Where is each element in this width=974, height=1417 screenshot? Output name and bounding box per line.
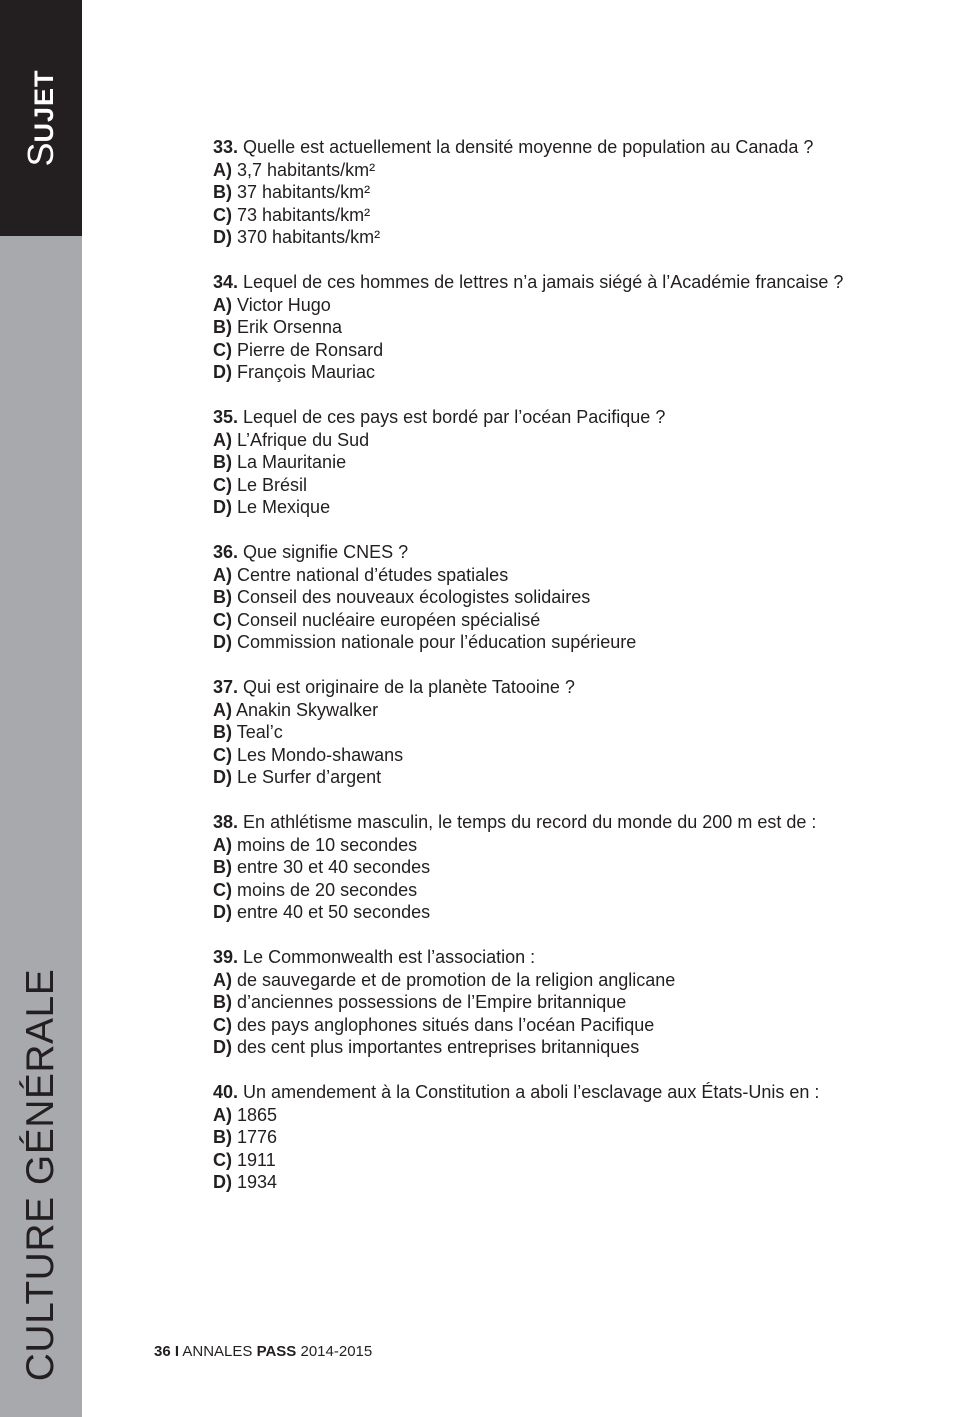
answer-letter: C): [213, 339, 232, 360]
answer-letter: C): [213, 609, 232, 630]
answer-letter: C): [213, 879, 232, 900]
answer-text: Les Mondo-shawans: [237, 744, 404, 765]
answer-text: des pays anglophones situés dans l’océan Pacifique: [237, 1014, 655, 1035]
answer-letter: D): [213, 902, 232, 922]
subject-label: CULTURE GÉNÉRALE: [19, 968, 62, 1382]
answer-letter: A): [213, 699, 232, 720]
answer-option: [213, 586, 933, 609]
answer-letter: D): [213, 362, 232, 382]
answer-option: [213, 429, 933, 452]
answer-text: 37 habitants/km²: [237, 182, 371, 202]
question-text: Qui est originaire de la planète Tatooine ?: [243, 677, 575, 697]
answer-text: 3,7 habitants/km²: [237, 159, 376, 180]
question-text: Un amendement à la Constitution a aboli l’esclavage aux États-Unis en :: [243, 1082, 820, 1102]
answer-text: Le Surfer d’argent: [237, 767, 382, 787]
answer-text: Pierre de Ronsard: [237, 339, 384, 360]
answer-option: [213, 699, 933, 722]
section-rest: UJET: [29, 69, 59, 143]
answer-text: Conseil nucléaire européen spécialisé: [237, 609, 541, 630]
question-line: [213, 676, 933, 699]
answer-letter: A): [213, 564, 232, 585]
answer-option: [213, 204, 933, 227]
answer-letter: D): [213, 632, 232, 652]
answer-text: Teal’c: [236, 722, 283, 742]
answer-text: 1934: [237, 1172, 278, 1192]
answer-letter: B): [213, 182, 232, 202]
answer-option: [213, 474, 933, 497]
answer-option: [213, 1036, 933, 1059]
answer-option: [213, 294, 933, 317]
page-number: 36: [154, 1343, 171, 1360]
answer-option: [213, 226, 933, 249]
answer-text: Conseil des nouveaux écologistes solidaires: [237, 587, 591, 607]
answer-letter: A): [213, 1104, 232, 1125]
answer-letter: D): [213, 1172, 232, 1192]
answer-text: Centre national d’études spatiales: [237, 564, 509, 585]
question: [213, 676, 933, 789]
question-number: 34.: [213, 272, 239, 292]
answer-text: François Mauriac: [237, 362, 376, 382]
answer-text: d’anciennes possessions de l’Empire britannique: [237, 992, 627, 1012]
answer-letter: B): [213, 587, 232, 607]
answer-letter: D): [213, 227, 232, 247]
answer-option: [213, 1014, 933, 1037]
answer-option: [213, 1126, 933, 1149]
question: [213, 541, 933, 654]
answer-option: [213, 316, 933, 339]
answer-text: Le Mexique: [237, 497, 331, 517]
answer-option: [213, 721, 933, 744]
question-number: 35.: [213, 407, 239, 427]
question-text: Que signifie CNES ?: [243, 542, 409, 562]
answer-text: 1776: [237, 1127, 278, 1147]
question-text: Lequel de ces hommes de lettres n’a jamais siégé à l’Académie francaise ?: [243, 272, 844, 292]
answer-letter: C): [213, 1014, 232, 1035]
answer-letter: A): [213, 834, 232, 855]
answer-option: [213, 631, 933, 654]
answer-text: L’Afrique du Sud: [237, 429, 370, 450]
questions-list: [213, 136, 933, 1216]
answer-letter: B): [213, 857, 232, 877]
question: [213, 406, 933, 519]
answer-option: [213, 181, 933, 204]
answer-text: entre 40 et 50 secondes: [237, 902, 431, 922]
answer-option: [213, 609, 933, 632]
answer-letter: C): [213, 1149, 232, 1170]
question-number: 37.: [213, 677, 239, 697]
answer-option: [213, 1104, 933, 1127]
question-number: 39.: [213, 947, 239, 967]
answer-option: [213, 766, 933, 789]
answer-text: 73 habitants/km²: [237, 204, 371, 225]
question-number: 33.: [213, 137, 239, 157]
answer-letter: A): [213, 294, 232, 315]
section-initial: S: [20, 142, 61, 167]
question-line: [213, 1081, 933, 1104]
answer-text: 370 habitants/km²: [237, 227, 381, 247]
footer-pass: PASS: [256, 1343, 297, 1360]
answer-letter: D): [213, 767, 232, 787]
question-line: [213, 811, 933, 834]
footer-years: 2014-2015: [300, 1343, 373, 1360]
question: [213, 136, 933, 249]
answer-letter: D): [213, 497, 232, 517]
question-line: [213, 946, 933, 969]
question-number: 38.: [213, 812, 239, 832]
answer-letter: C): [213, 474, 232, 495]
footer-annales: ANNALES: [182, 1343, 253, 1360]
answer-letter: B): [213, 317, 232, 337]
answer-text: moins de 10 secondes: [237, 834, 418, 855]
answer-option: [213, 856, 933, 879]
answer-text: entre 30 et 40 secondes: [237, 857, 431, 877]
answer-text: La Mauritanie: [237, 452, 347, 472]
question-line: [213, 271, 933, 294]
footer-separator: I: [174, 1343, 180, 1360]
question-number: 36.: [213, 542, 239, 562]
question: [213, 946, 933, 1059]
answer-option: [213, 159, 933, 182]
answer-option: [213, 969, 933, 992]
answer-option: [213, 564, 933, 587]
answer-letter: D): [213, 1037, 232, 1057]
answer-letter: C): [213, 744, 232, 765]
answer-letter: C): [213, 204, 232, 225]
answer-text: Erik Orsenna: [237, 317, 343, 337]
answer-text: Le Brésil: [237, 474, 308, 495]
question: [213, 1081, 933, 1194]
answer-option: [213, 879, 933, 902]
question-text: En athlétisme masculin, le temps du record du monde du 200 m est de :: [243, 812, 817, 832]
answer-letter: A): [213, 159, 232, 180]
answer-letter: B): [213, 1127, 232, 1147]
question-line: [213, 406, 933, 429]
answer-text: moins de 20 secondes: [237, 879, 418, 900]
answer-option: [213, 991, 933, 1014]
answer-option: [213, 901, 933, 924]
question-text: Lequel de ces pays est bordé par l’océan Pacifique ?: [243, 407, 666, 427]
answer-option: [213, 451, 933, 474]
question-line: [213, 136, 933, 159]
answer-option: [213, 496, 933, 519]
question-text: Le Commonwealth est l’association :: [243, 947, 536, 967]
answer-option: [213, 834, 933, 857]
question: [213, 271, 933, 384]
answer-letter: B): [213, 452, 232, 472]
answer-text: Commission nationale pour l’éducation supérieure: [237, 632, 637, 652]
answer-text: de sauvegarde et de promotion de la religion anglicane: [237, 969, 676, 990]
answer-text: Anakin Skywalker: [236, 699, 379, 720]
question-line: [213, 541, 933, 564]
question-number: 40.: [213, 1082, 239, 1102]
answer-text: Victor Hugo: [237, 294, 331, 315]
question-text: Quelle est actuellement la densité moyenne de population au Canada ?: [243, 137, 814, 157]
answer-option: [213, 339, 933, 362]
sidebar-section-band: [0, 0, 82, 236]
answer-option: [213, 1171, 933, 1194]
answer-text: 1911: [237, 1149, 276, 1170]
answer-option: [213, 1149, 933, 1172]
page-footer: [154, 1343, 372, 1360]
section-label: [20, 69, 62, 166]
answer-option: [213, 744, 933, 767]
answer-text: 1865: [237, 1104, 278, 1125]
answer-letter: A): [213, 429, 232, 450]
answer-text: des cent plus importantes entreprises britanniques: [237, 1037, 640, 1057]
answer-letter: B): [213, 992, 232, 1012]
answer-letter: B): [213, 722, 232, 742]
answer-letter: A): [213, 969, 232, 990]
question: [213, 811, 933, 924]
answer-option: [213, 361, 933, 384]
